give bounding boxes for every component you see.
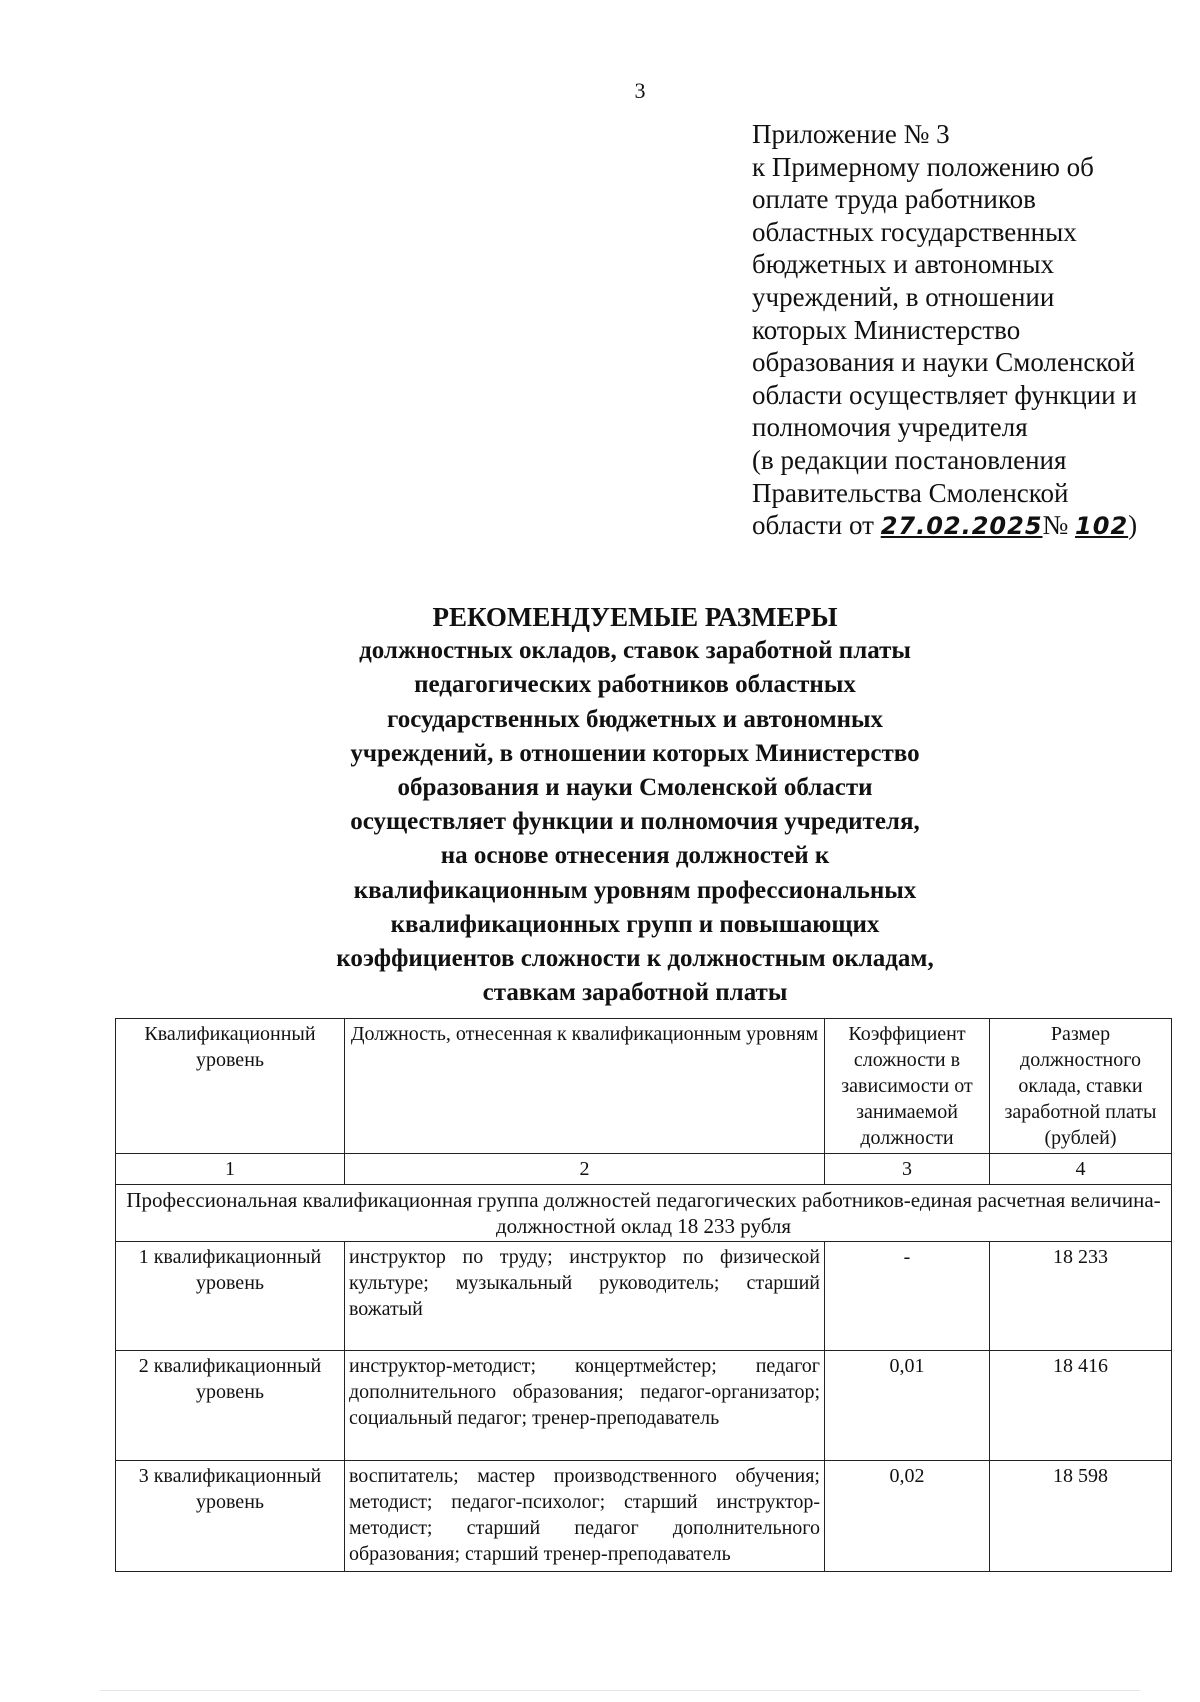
page-number: 3 xyxy=(634,78,646,103)
title-main: РЕКОМЕНДУЕМЫЕ РАЗМЕРЫ xyxy=(432,602,838,632)
scan-artifact-line xyxy=(100,1690,1140,1691)
table-row xyxy=(116,1351,1172,1461)
appendix-line: бюджетных и автономных xyxy=(752,249,1055,280)
header-position: Должность, отнесенная к квалификационным уровням xyxy=(345,1019,825,1154)
appendix-last-line xyxy=(752,509,1172,543)
appendix-line: учреждений, в отношении xyxy=(752,281,1055,312)
positions-cell: инструктор по труду; инструктор по физической культуре; музыкальный руководитель; старший вожатый xyxy=(345,1242,825,1351)
title-line: осуществляет функции и полномочия учредителя, xyxy=(350,808,920,836)
appendix-line: (в редакции постановления xyxy=(752,444,1067,475)
appendix-line: Правительства Смоленской xyxy=(752,477,1069,508)
header-level: Квалификационный уровень xyxy=(116,1019,345,1154)
header-salary: Размер должностного оклада, ставки заработной платы (рублей) xyxy=(990,1019,1172,1154)
document-title xyxy=(200,600,1070,1010)
appendix-line: к Примерному положению об xyxy=(752,151,1094,182)
qualification-level: 1 квалификационный уровень xyxy=(116,1242,345,1351)
handwritten-date: 27.02.2025 xyxy=(880,512,1043,541)
appendix-line: области осуществляет функции и xyxy=(752,379,1137,410)
appendix-block xyxy=(752,118,1172,543)
title-line: педагогических работников областных xyxy=(414,671,856,699)
column-number-row xyxy=(116,1154,1172,1185)
table-header-row xyxy=(116,1019,1172,1154)
table-row xyxy=(116,1461,1172,1572)
appendix-line: областных государственных xyxy=(752,216,1077,247)
appendix-line: которых Министерство xyxy=(752,314,1021,345)
closing-paren: ) xyxy=(1128,510,1138,541)
positions-cell: воспитатель; мастер производственного обучения; методист; педагог-психолог; старший инструктор-методист; старший педагог дополнительного образования; старший тренер-преподаватель xyxy=(345,1461,825,1572)
salary-cell: 18 598 xyxy=(990,1461,1172,1572)
salary-cell: 18 233 xyxy=(990,1242,1172,1351)
title-line: учреждений, в отношении которых Министерство xyxy=(350,739,920,767)
coefficient-cell: - xyxy=(825,1242,990,1351)
title-line: образования и науки Смоленской области xyxy=(397,774,873,802)
salary-table xyxy=(115,1018,1172,1572)
group-title: Профессиональная квалификационная группа должностей педагогических работников-единая расчетная величина- должностной оклад 18 233 рубля xyxy=(116,1185,1172,1242)
table-row xyxy=(116,1242,1172,1351)
title-line: должностных окладов, ставок заработной платы xyxy=(359,637,911,665)
appendix-last-prefix: области от xyxy=(752,510,881,541)
column-number: 4 xyxy=(990,1154,1172,1185)
appendix-line: Приложение № 3 xyxy=(752,119,950,149)
qualification-level: 2 квалификационный уровень xyxy=(116,1351,345,1461)
salary-cell: 18 416 xyxy=(990,1351,1172,1461)
header-coefficient: Коэффициент сложности в зависимости от занимаемой должности xyxy=(825,1019,990,1154)
coefficient-cell: 0,02 xyxy=(825,1461,990,1572)
title-line: ставкам заработной платы xyxy=(482,979,788,1007)
column-number: 2 xyxy=(345,1154,825,1185)
title-line: коэффициентов сложности к должностным окладам, xyxy=(336,945,934,973)
title-line: государственных бюджетных и автономных xyxy=(386,705,884,733)
handwritten-number: 102 xyxy=(1075,512,1129,541)
column-number: 3 xyxy=(825,1154,990,1185)
title-line: квалификационным уровням профессиональных xyxy=(353,876,917,904)
group-title-row xyxy=(116,1185,1172,1242)
appendix-line: оплате труда работников xyxy=(752,184,1036,215)
appendix-line: образования и науки Смоленской xyxy=(752,347,1136,378)
coefficient-cell: 0,01 xyxy=(825,1351,990,1461)
title-line: на основе отнесения должностей к xyxy=(440,842,830,870)
column-number: 1 xyxy=(116,1154,345,1185)
number-sign: № xyxy=(1042,510,1076,541)
appendix-line: полномочия учредителя xyxy=(752,412,1028,443)
title-line: квалификационных групп и повышающих xyxy=(390,910,880,938)
positions-cell: инструктор-методист; концертмейстер; педагог дополнительного образования; педагог-организатор; социальный педагог; тренер-преподаватель xyxy=(345,1351,825,1461)
qualification-level: 3 квалификационный уровень xyxy=(116,1461,345,1572)
